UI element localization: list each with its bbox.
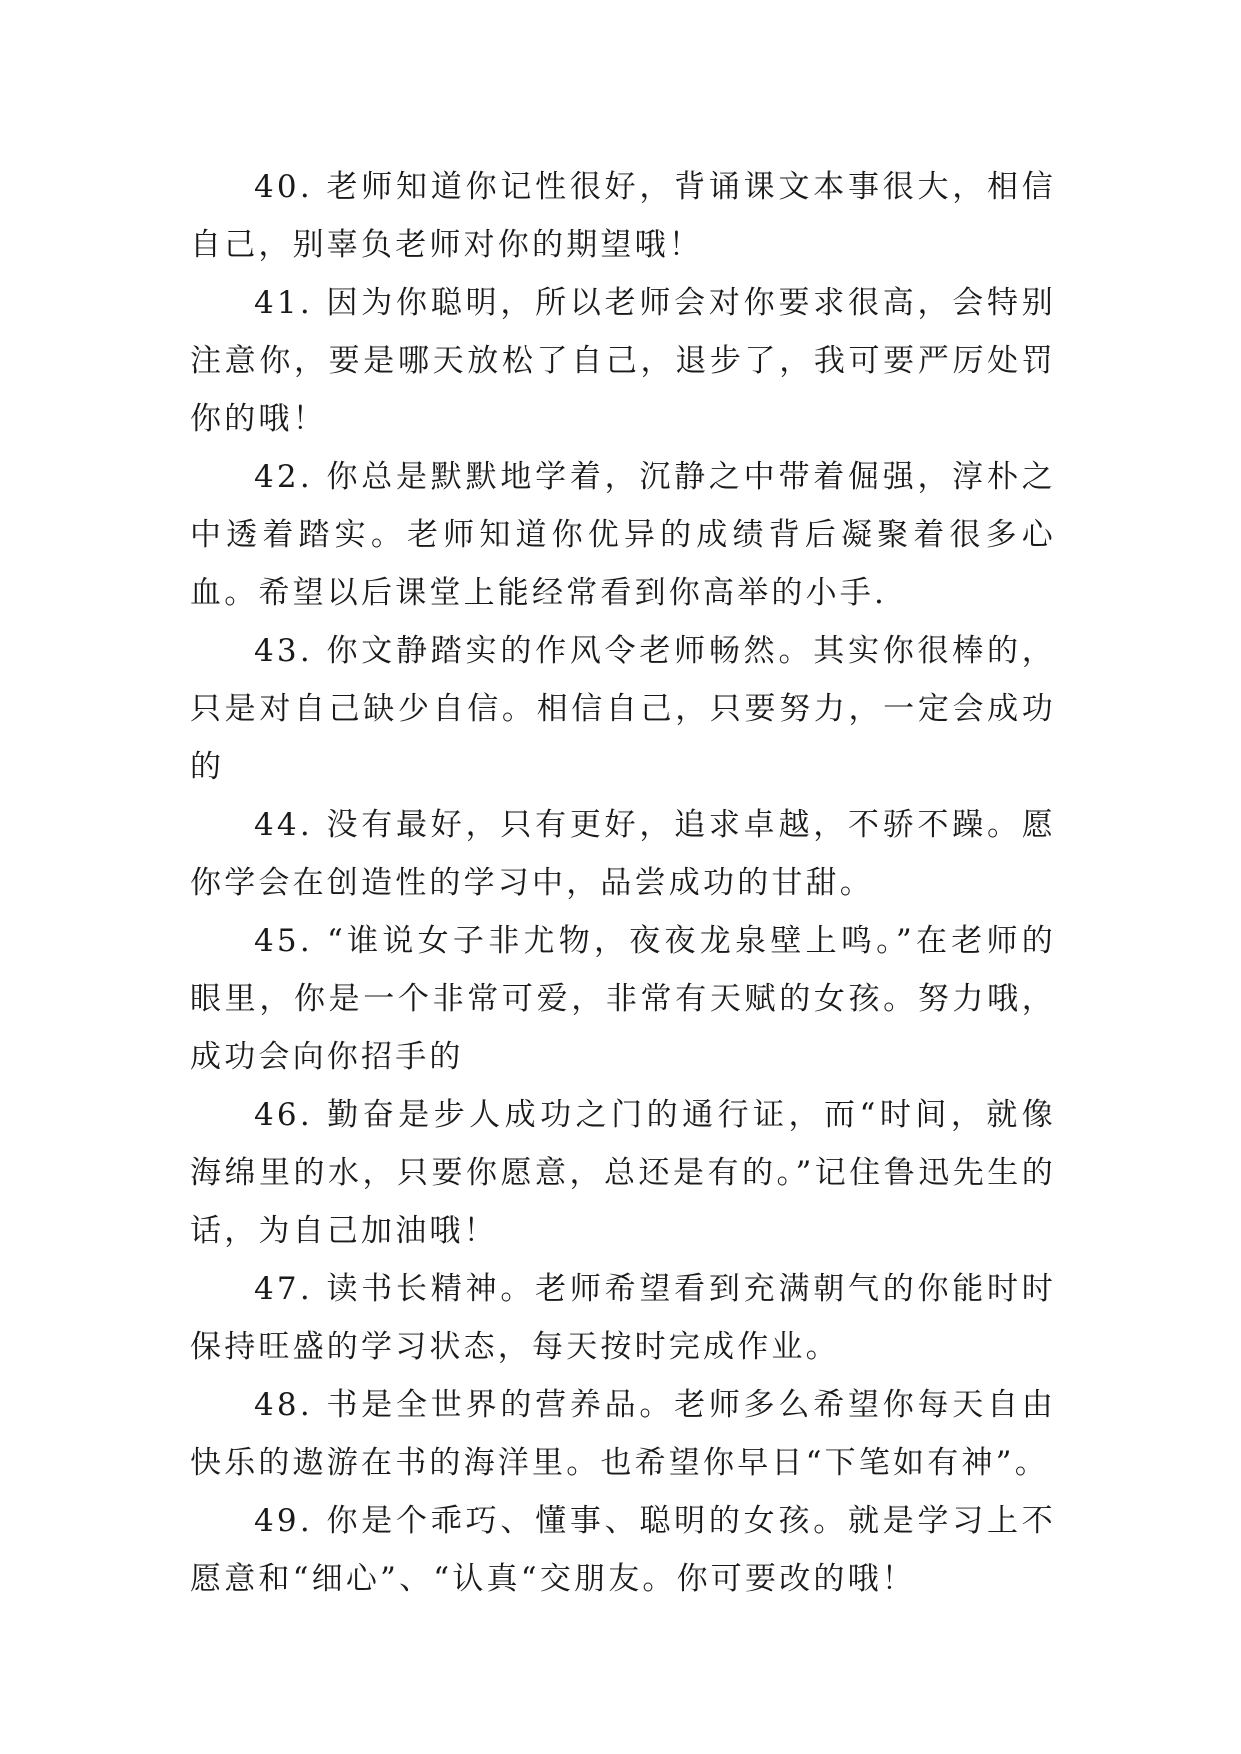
paragraph-45: 45. “谁说女子非尤物，夜夜龙泉壁上鸣。”在老师的眼里，你是一个非常可爱，非常有天赋的女孩。努力哦，成功会向你招手的 [190, 923, 1056, 1075]
paragraph-40: 40. 老师知道你记性很好，背诵课文本事很大，相信自己，别辜负老师对你的期望哦！ [190, 169, 1056, 263]
paragraph-43: 43. 你文静踏实的作风令老师畅然。其实你很棒的，只是对自己缺少自信。相信自己，只要努力，一定会成功的 [190, 633, 1056, 785]
paragraph-46: 46. 勤奋是步人成功之门的通行证，而“时间，就像海绵里的水，只要你愿意，总还是有的。”记住鲁迅先生的话，为自己加油哦！ [190, 1097, 1056, 1249]
paragraph-49: 49. 你是个乖巧、懂事、聪明的女孩。就是学习上不愿意和“细心”、“认真“交朋友。你可要改的哦！ [190, 1503, 1056, 1597]
paragraph-48: 48. 书是全世界的营养品。老师多么希望你每天自由快乐的遨游在书的海洋里。也希望你早日“下笔如有神”。 [190, 1387, 1056, 1481]
document-body [190, 158, 1056, 1608]
paragraph-41: 41. 因为你聪明，所以老师会对你要求很高，会特别注意你，要是哪天放松了自己，退步了，我可要严厉处罚你的哦！ [190, 285, 1056, 437]
paragraph-44: 44. 没有最好，只有更好，追求卓越，不骄不躁。愿你学会在创造性的学习中，品尝成功的甘甜。 [190, 807, 1056, 901]
paragraph-42: 42. 你总是默默地学着，沉静之中带着倔强，淳朴之中透着踏实。老师知道你优异的成绩背后凝聚着很多心血。希望以后课堂上能经常看到你高举的小手. [190, 459, 1056, 611]
paragraph-47: 47. 读书长精神。老师希望看到充满朝气的你能时时保持旺盛的学习状态，每天按时完成作业。 [190, 1271, 1056, 1365]
